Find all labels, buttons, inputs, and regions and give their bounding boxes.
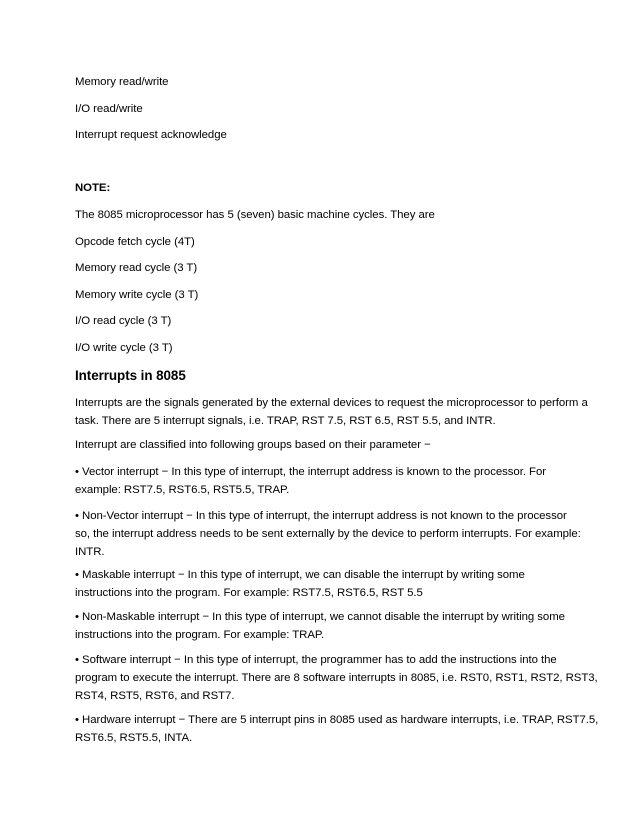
paragraph-line: instructions into the program. For example: TRAP. [75,629,325,641]
note-label: NOTE: [75,182,111,194]
paragraph-line: RST6.5, RST5.5, INTA. [75,732,193,744]
paragraph-line: Interrupts are the signals generated by the external devices to request the microprocessor to perform a [75,397,588,409]
paragraph-line: example: RST7.5, RST6.5, RST5.5, TRAP. [75,484,290,496]
bullet-non-maskable-interrupt [75,608,565,644]
paragraph-line: instructions into the program. For example: RST7.5, RST6.5, RST 5.5 [75,587,423,599]
paragraph-line: so, the interrupt address needs to be sent externally by the device to perform interrupts. For example: [75,528,581,540]
paragraph-line: • Vector interrupt − In this type of interrupt, the interrupt address is known to the processor. For [75,466,546,478]
paragraph-line: INTR. [75,546,105,558]
machine-cycle-item: Memory write cycle (3 T) [75,289,199,301]
paragraph-line: • Non-Vector interrupt − In this type of interrupt, the interrupt address is not known to the processor [75,510,567,522]
text-line: I/O read/write [75,103,143,115]
paragraph-line: task. There are 5 interrupt signals, i.e. TRAP, RST 7.5, RST 6.5, RST 5.5, and INTR. [75,415,496,427]
machine-cycle-item: Memory read cycle (3 T) [75,262,198,274]
paragraph-line: • Non-Maskable interrupt − In this type of interrupt, we cannot disable the interrupt by writing some [75,611,565,623]
paragraph-line: • Maskable interrupt − In this type of interrupt, we can disable the interrupt by writing some [75,569,525,581]
bullet-maskable-interrupt [75,566,565,602]
intro-paragraph [75,394,588,430]
note-intro: The 8085 microprocessor has 5 (seven) basic machine cycles. They are [75,209,435,221]
machine-cycle-item: I/O read cycle (3 T) [75,315,172,327]
machine-cycle-item: Opcode fetch cycle (4T) [75,236,195,248]
text-line: Interrupt request acknowledge [75,129,227,141]
bullet-hardware-interrupt [75,711,599,747]
text-line: Memory read/write [75,76,169,88]
bullet-non-vector-interrupt [75,507,581,561]
classification-intro: Interrupt are classified into following groups based on their parameter − [75,439,431,451]
paragraph-line: • Software interrupt − In this type of interrupt, the programmer has to add the instructions into the [75,654,557,666]
section-heading: Interrupts in 8085 [75,368,186,383]
paragraph-line: • Hardware interrupt − There are 5 interrupt pins in 8085 used as hardware interrupts, i.e. TRAP, RST7.5, [75,714,599,726]
bullet-software-interrupt [75,651,598,705]
bullet-vector-interrupt [75,463,565,499]
paragraph-line: program to execute the interrupt. There are 8 software interrupts in 8085, i.e. RST0, RST1, RST2, RST3, [75,672,598,684]
machine-cycle-item: I/O write cycle (3 T) [75,342,173,354]
paragraph-line: RST4, RST5, RST6, and RST7. [75,690,235,702]
